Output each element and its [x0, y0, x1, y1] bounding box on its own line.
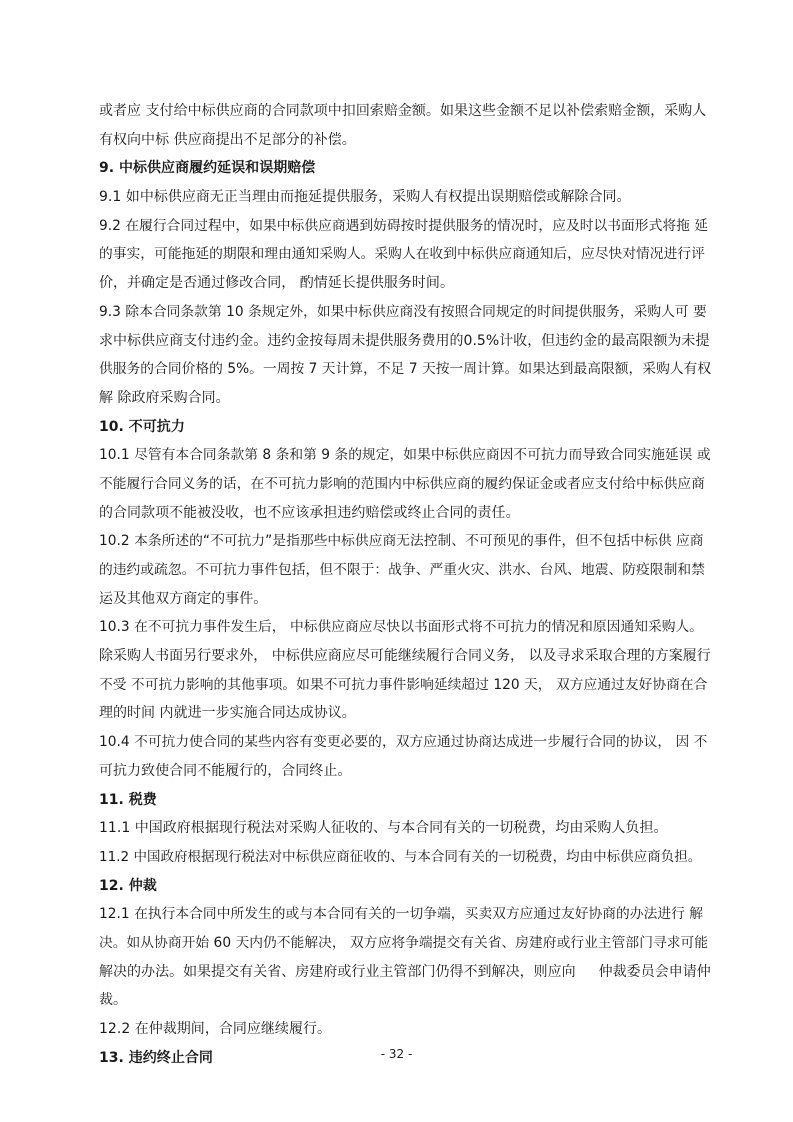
- paragraph-line: 除采购人书面另行要求外， 中标供应商应尽可能继续履行合同义务， 以及寻求采取合理的方案履行: [99, 648, 711, 665]
- section-heading: 12. 仲裁: [99, 877, 157, 894]
- paragraph-line: 10.3 在不可抗力事件发生后， 中标供应商应尽快以书面形式将不可抗力的情况和原因通知采购人。: [99, 619, 704, 636]
- paragraph-line: 10.4 不可抗力使合同的某些内容有变更必要的，双方应通过协商达成进一步履行合同的协议， 因 不: [99, 734, 708, 751]
- paragraph-line: 解 除政府采购合同。: [99, 389, 230, 406]
- paragraph-line: 可抗力致使合同不能履行的，合同终止。: [99, 762, 352, 779]
- page-number: - 32 -: [380, 1047, 413, 1061]
- paragraph-line: 的违约或疏忽。不可抗力事件包括，但不限于：战争、严重火灾、洪水、台风、地震、防疫限制和禁: [99, 562, 705, 578]
- section-heading: 11. 税费: [99, 791, 157, 808]
- paragraph-line: 不受 不可抗力影响的其他事项。如果不可抗力事件影响延续超过 120 天， 双方应通过友好协商在合: [99, 676, 708, 693]
- section-heading: 10. 不可抗力: [99, 418, 185, 435]
- paragraph-line: 11.1 中国政府根据现行税法对采购人征收的、与本合同有关的一切税费，均由采购人负担。: [99, 820, 668, 837]
- paragraph-line: 的事实，可能拖延的期限和理由通知采购人。采购人在收到中标供应商通知后，应尽快对情况进行评: [99, 246, 705, 263]
- paragraph-line: 的合同款项不能被没收，也不应该承担违约赔偿或终止合同的责任。: [99, 504, 520, 521]
- section-heading: 9. 中标供应商履约延误和误期赔偿: [99, 160, 316, 177]
- paragraph-line: 理的时间 内就进一步实施合同达成协议。: [99, 705, 356, 722]
- paragraph-line: 12.2 在仲裁期间，合同应继续履行。: [99, 1021, 332, 1037]
- paragraph-line: 裁。: [99, 992, 128, 1009]
- paragraph-line: 9.2 在履行合同过程中，如果中标供应商遇到妨碍按时提供服务的情况时，应及时以书面形式将拖 延: [99, 217, 709, 234]
- paragraph-line: 10.1 尽管有本合同条款第 8 条和第 9 条的规定，如果中标供应商因不可抗力而导致合同实施延误 或: [99, 447, 711, 464]
- paragraph-line: 价，并确定是否通过修改合同， 酌情延长提供服务时间。: [99, 275, 454, 292]
- paragraph-line: 9.3 除本合同条款第 10 条规定外，如果中标供应商没有按照合同规定的时间提供服务，采购人可 要: [99, 303, 707, 320]
- paragraph-line: 有权向中标 供应商提出不足部分的补偿。: [99, 131, 356, 148]
- paragraph-line: 10.2 本条所述的“不可抗力”是指那些中标供应商无法控制、不可预见的事件，但不包括中标供 应商: [99, 533, 704, 550]
- section-heading: 13. 违约终止合同: [99, 1049, 213, 1066]
- paragraph-line: 12.1 在执行本合同中所发生的或与本合同有关的一切争端，买卖双方应通过友好协商的办法进行 解: [99, 906, 704, 923]
- paragraph-line: 不能履行合同义务的话，在不可抗力影响的范围内中标供应商的履约保证金或者应支付给中标供应商: [99, 475, 705, 492]
- page-body: [99, 97, 711, 1072]
- paragraph-line: 11.2 中国政府根据现行税法对中标供应商征收的、与本合同有关的一切税费，均由中标供应商负担。: [99, 848, 702, 865]
- paragraph-line: 或者应 支付给中标供应商的合同款项中扣回索赔金额。如果这些金额不足以补偿索赔金额，采购人: [99, 103, 707, 119]
- paragraph-line: 求中标供应商支付违约金。违约金按每周未提供服务费用的0.5%计收，但违约金的最高限额为未提: [99, 332, 710, 349]
- paragraph-line: 决。如从协商开始 60 天内仍不能解决， 双方应将争端提交有关省、房建府或行业主管部门寻求可能: [99, 934, 709, 951]
- paragraph-line: 运及其他双方商定的事件。: [99, 590, 268, 607]
- paragraph-line: 9.1 如中标供应商无正当理由而拖延提供服务，采购人有权提出误期赔偿或解除合同。: [99, 189, 631, 206]
- paragraph-line: 解决的办法。如果提交有关省、房建府或行业主管部门仍得不到解决，则应向 仲裁委员会申请仲: [99, 963, 711, 980]
- paragraph-line: 供服务的合同价格的 5%。一周按 7 天计算，不足 7 天按一周计算。如果达到最高限额，采购人有权: [99, 361, 712, 378]
